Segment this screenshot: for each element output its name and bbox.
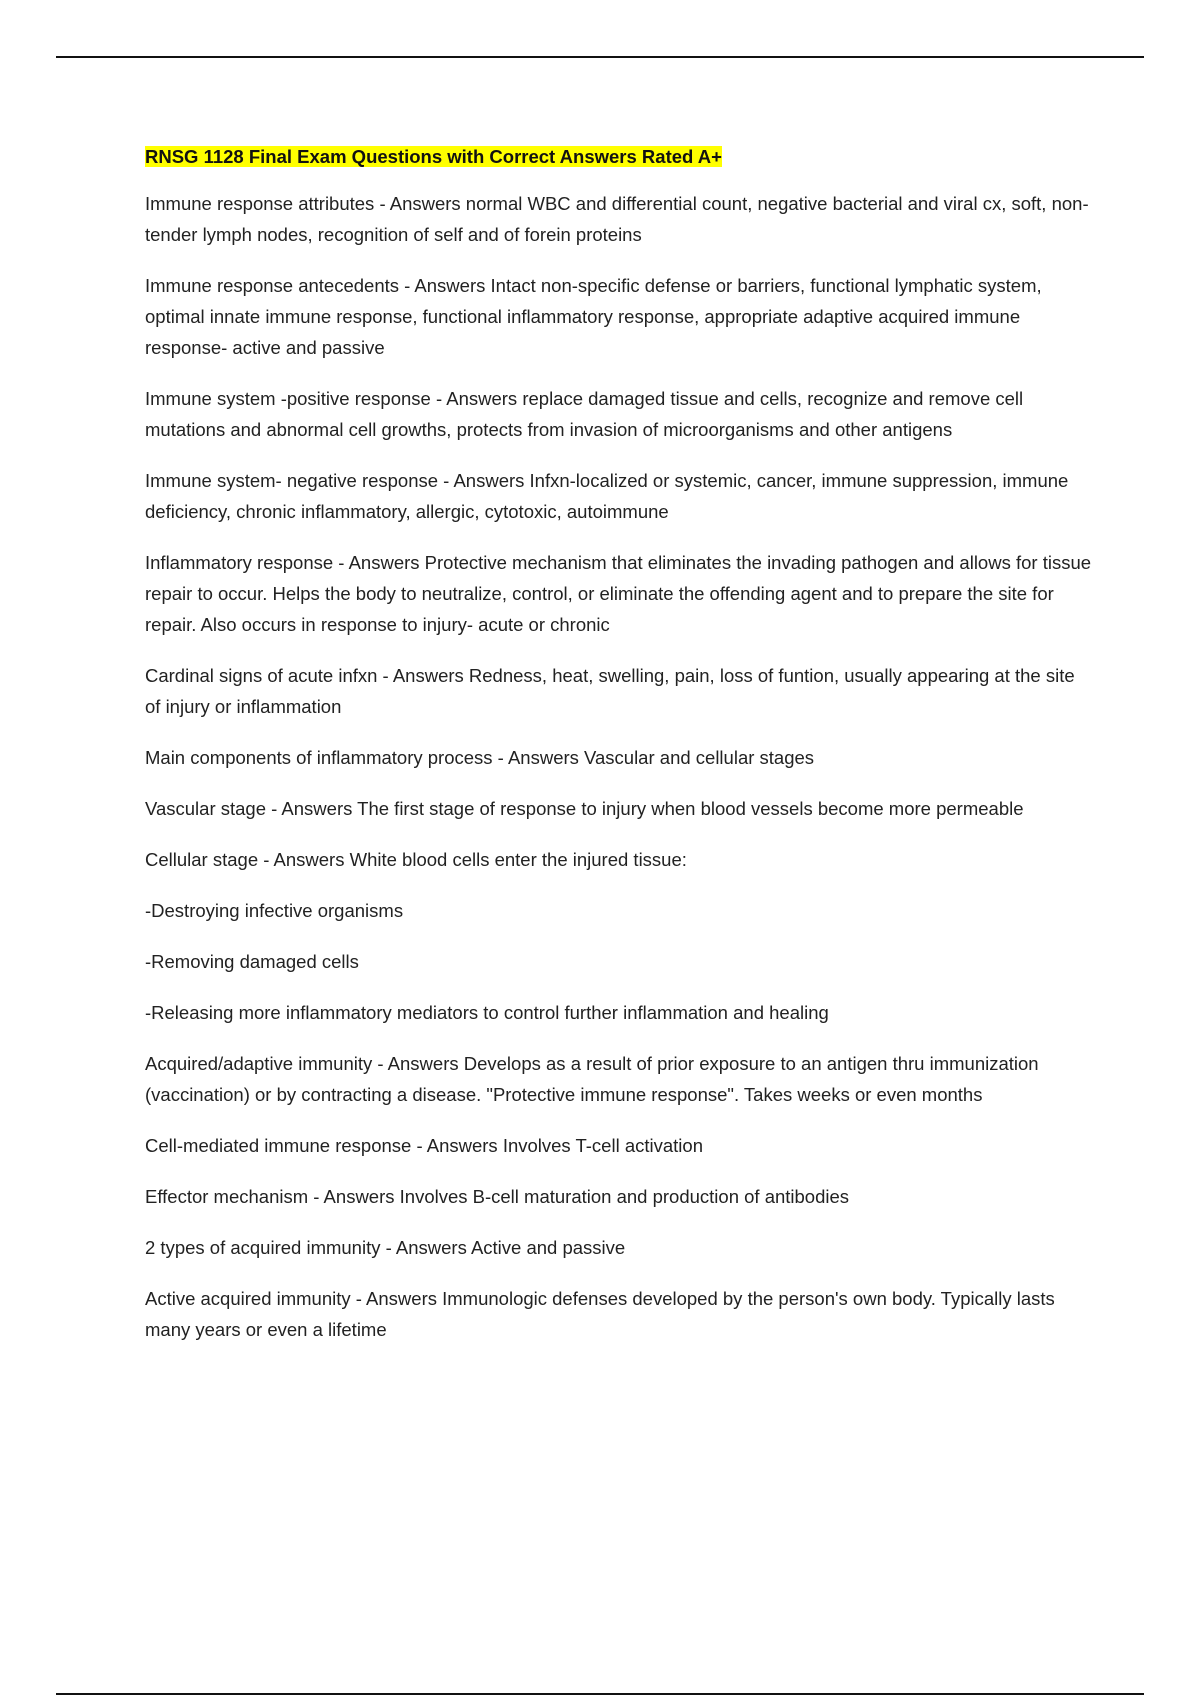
qa-paragraph: Main components of inflammatory process - Answers Vascular and cellular stages: [145, 747, 815, 768]
qa-paragraph: Vascular stage - Answers The first stage of response to injury when blood vessels become more permeable: [145, 798, 1024, 819]
qa-paragraph: Effector mechanism - Answers Involves B-cell maturation and production of antibodies: [145, 1186, 850, 1207]
document-body: [145, 143, 1095, 1365]
qa-paragraph: 2 types of acquired immunity - Answers Active and passive: [145, 1237, 626, 1258]
qa-paragraph: Immune response attributes - Answers normal WBC and differential count, negative bacterial and viral cx, soft, non-tender lymph nodes, recognition of self and of forein proteins: [145, 193, 1089, 245]
document-title: [145, 143, 1095, 171]
qa-paragraph: Acquired/adaptive immunity - Answers Develops as a result of prior exposure to an antigen thru immunization (vaccination) or by contracting a disease. "Protective immune response". Takes weeks or even months: [145, 1053, 1039, 1105]
qa-paragraph: Immune system- negative response - Answers Infxn-localized or systemic, cancer, immune suppression, immune deficiency, chronic inflammatory, allergic, cytotoxic, autoimmune: [145, 470, 1069, 522]
qa-paragraph: Cellular stage - Answers White blood cells enter the injured tissue:: [145, 849, 687, 870]
qa-paragraph: Active acquired immunity - Answers Immunologic defenses developed by the person's own body. Typically lasts many years or even a lifetime: [145, 1288, 1055, 1340]
qa-list-item: -Releasing more inflammatory mediators to control further inflammation and healing: [145, 1002, 829, 1023]
qa-paragraph: Cell-mediated immune response - Answers Involves T-cell activation: [145, 1135, 703, 1156]
qa-paragraph: Immune system -positive response - Answers replace damaged tissue and cells, recognize and remove cell mutations and abnormal cell growths, protects from invasion of microorganisms and other antigens: [145, 388, 1024, 440]
header-rule: [56, 56, 1144, 58]
qa-list-item: -Destroying infective organisms: [145, 900, 404, 921]
qa-list-item: -Removing damaged cells: [145, 951, 359, 972]
document-title-text: RNSG 1128 Final Exam Questions with Correct Answers Rated A+: [145, 146, 722, 167]
footer-rule: [56, 1693, 1144, 1695]
qa-paragraph: Immune response antecedents - Answers Intact non-specific defense or barriers, functional lymphatic system, optimal innate immune response, functional inflammatory response, appropriate adaptive acquired immune response- active and passive: [145, 275, 1042, 358]
qa-paragraph: Cardinal signs of acute infxn - Answers Redness, heat, swelling, pain, loss of funtion, usually appearing at the site of injury or inflammation: [145, 665, 1075, 717]
qa-paragraph: Inflammatory response - Answers Protective mechanism that eliminates the invading pathogen and allows for tissue repair to occur. Helps the body to neutralize, control, or eliminate the offending agent and to prepare the site for repair. Also occurs in response to injury- acute or chronic: [145, 552, 1092, 635]
